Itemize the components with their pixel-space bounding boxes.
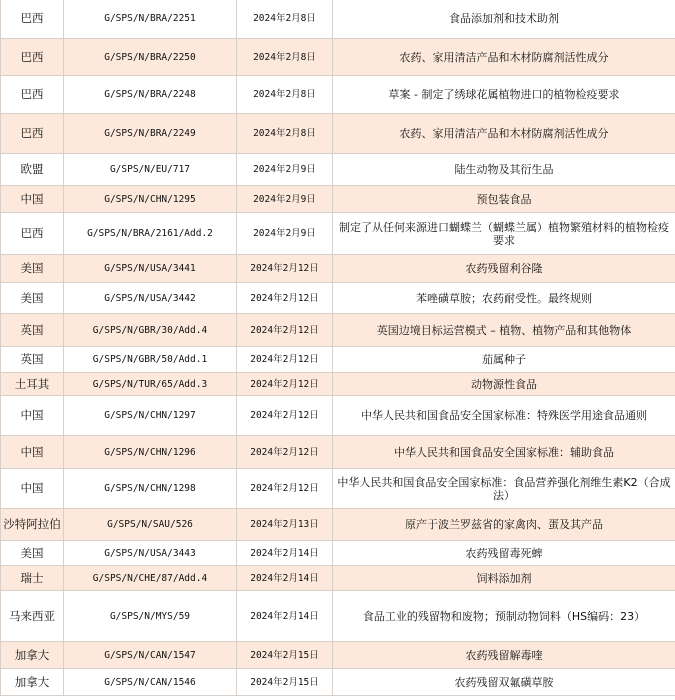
- title-cell: 动物源性食品: [333, 373, 675, 396]
- country-cell: 英国: [1, 347, 64, 373]
- title-cell: 饲料添加剂: [333, 566, 675, 591]
- country-cell: 加拿大: [1, 642, 64, 669]
- symbol-cell: G/SPS/N/BRA/2161/Add.2: [64, 213, 237, 255]
- symbol-cell: G/SPS/N/CAN/1547: [64, 642, 237, 669]
- notification-table-body: [1, 0, 675, 696]
- table-row: [1, 314, 675, 347]
- table-row: [1, 591, 675, 642]
- symbol-cell: G/SPS/N/CAN/1546: [64, 669, 237, 696]
- symbol-cell: G/SPS/N/CHN/1295: [64, 186, 237, 213]
- table-row: [1, 566, 675, 591]
- date-cell: 2024年2月14日: [237, 566, 333, 591]
- symbol-cell: G/SPS/N/MYS/59: [64, 591, 237, 642]
- country-cell: 英国: [1, 314, 64, 347]
- title-cell: 草案 - 制定了绣球花属植物进口的植物检疫要求: [333, 76, 675, 114]
- table-row: [1, 154, 675, 186]
- symbol-cell: G/SPS/N/USA/3441: [64, 255, 237, 283]
- symbol-cell: G/SPS/N/SAU/526: [64, 509, 237, 541]
- country-cell: 中国: [1, 436, 64, 469]
- date-cell: 2024年2月12日: [237, 373, 333, 396]
- date-cell: 2024年2月9日: [237, 154, 333, 186]
- table-row: [1, 469, 675, 509]
- country-cell: 巴西: [1, 76, 64, 114]
- table-row: [1, 373, 675, 396]
- table-row: [1, 76, 675, 114]
- country-cell: 中国: [1, 186, 64, 213]
- title-cell: 食品添加剂和技术助剂: [333, 0, 675, 39]
- country-cell: 沙特阿拉伯: [1, 509, 64, 541]
- date-cell: 2024年2月12日: [237, 347, 333, 373]
- title-cell: 中华人民共和国食品安全国家标准：特殊医学用途食品通则: [333, 396, 675, 436]
- symbol-cell: G/SPS/N/USA/3443: [64, 541, 237, 566]
- date-cell: 2024年2月12日: [237, 469, 333, 509]
- date-cell: 2024年2月14日: [237, 541, 333, 566]
- table-row: [1, 396, 675, 436]
- table-row: [1, 114, 675, 154]
- date-cell: 2024年2月8日: [237, 114, 333, 154]
- title-cell: 茄属种子: [333, 347, 675, 373]
- title-cell: 农药残留解毒喹: [333, 642, 675, 669]
- symbol-cell: G/SPS/N/TUR/65/Add.3: [64, 373, 237, 396]
- title-cell: 食品工业的残留物和废物；预制动物饲料（HS编码：23）: [333, 591, 675, 642]
- title-cell: 中华人民共和国食品安全国家标准：食品营养强化剂维生素K2（合成法）: [333, 469, 675, 509]
- date-cell: 2024年2月8日: [237, 39, 333, 76]
- table-row: [1, 669, 675, 696]
- country-cell: 加拿大: [1, 669, 64, 696]
- table-row: [1, 509, 675, 541]
- table-row: [1, 283, 675, 314]
- table-row: [1, 541, 675, 566]
- date-cell: 2024年2月12日: [237, 396, 333, 436]
- symbol-cell: G/SPS/N/BRA/2249: [64, 114, 237, 154]
- date-cell: 2024年2月12日: [237, 436, 333, 469]
- country-cell: 巴西: [1, 0, 64, 39]
- title-cell: 农药、家用清洁产品和木材防腐剂活性成分: [333, 114, 675, 154]
- date-cell: 2024年2月15日: [237, 669, 333, 696]
- symbol-cell: G/SPS/N/CHN/1296: [64, 436, 237, 469]
- table-row: [1, 642, 675, 669]
- date-cell: 2024年2月9日: [237, 213, 333, 255]
- country-cell: 瑞士: [1, 566, 64, 591]
- table-row: [1, 436, 675, 469]
- symbol-cell: G/SPS/N/BRA/2250: [64, 39, 237, 76]
- country-cell: 巴西: [1, 39, 64, 76]
- title-cell: 原产于波兰罗兹省的家禽肉、蛋及其产品: [333, 509, 675, 541]
- table-row: [1, 347, 675, 373]
- country-cell: 美国: [1, 255, 64, 283]
- country-cell: 巴西: [1, 213, 64, 255]
- country-cell: 巴西: [1, 114, 64, 154]
- symbol-cell: G/SPS/N/USA/3442: [64, 283, 237, 314]
- country-cell: 土耳其: [1, 373, 64, 396]
- title-cell: 农药残留利谷隆: [333, 255, 675, 283]
- date-cell: 2024年2月14日: [237, 591, 333, 642]
- title-cell: 农药、家用清洁产品和木材防腐剂活性成分: [333, 39, 675, 76]
- table-row: [1, 255, 675, 283]
- title-cell: 中华人民共和国食品安全国家标准：辅助食品: [333, 436, 675, 469]
- date-cell: 2024年2月15日: [237, 642, 333, 669]
- date-cell: 2024年2月8日: [237, 76, 333, 114]
- date-cell: 2024年2月12日: [237, 283, 333, 314]
- symbol-cell: G/SPS/N/BRA/2248: [64, 76, 237, 114]
- title-cell: 预包装食品: [333, 186, 675, 213]
- symbol-cell: G/SPS/N/BRA/2251: [64, 0, 237, 39]
- symbol-cell: G/SPS/N/CHN/1298: [64, 469, 237, 509]
- symbol-cell: G/SPS/N/CHE/87/Add.4: [64, 566, 237, 591]
- table-row: [1, 186, 675, 213]
- date-cell: 2024年2月12日: [237, 255, 333, 283]
- table-row: [1, 0, 675, 39]
- date-cell: 2024年2月13日: [237, 509, 333, 541]
- symbol-cell: G/SPS/N/EU/717: [64, 154, 237, 186]
- date-cell: 2024年2月8日: [237, 0, 333, 39]
- country-cell: 美国: [1, 283, 64, 314]
- country-cell: 中国: [1, 396, 64, 436]
- title-cell: 英国边境目标运营模式 – 植物、植物产品和其他物体: [333, 314, 675, 347]
- table-row: [1, 213, 675, 255]
- title-cell: 苯唑磺草胺；农药耐受性。最终规则: [333, 283, 675, 314]
- title-cell: 制定了从任何来源进口蝴蝶兰（蝴蝶兰属）植物繁殖材料的植物检疫要求: [333, 213, 675, 255]
- country-cell: 中国: [1, 469, 64, 509]
- symbol-cell: G/SPS/N/CHN/1297: [64, 396, 237, 436]
- country-cell: 马来西亚: [1, 591, 64, 642]
- symbol-cell: G/SPS/N/GBR/30/Add.4: [64, 314, 237, 347]
- date-cell: 2024年2月9日: [237, 186, 333, 213]
- country-cell: 欧盟: [1, 154, 64, 186]
- symbol-cell: G/SPS/N/GBR/50/Add.1: [64, 347, 237, 373]
- title-cell: 农药残留双氟磺草胺: [333, 669, 675, 696]
- country-cell: 美国: [1, 541, 64, 566]
- table-row: [1, 39, 675, 76]
- date-cell: 2024年2月12日: [237, 314, 333, 347]
- title-cell: 陆生动物及其衍生品: [333, 154, 675, 186]
- title-cell: 农药残留毒死蜱: [333, 541, 675, 566]
